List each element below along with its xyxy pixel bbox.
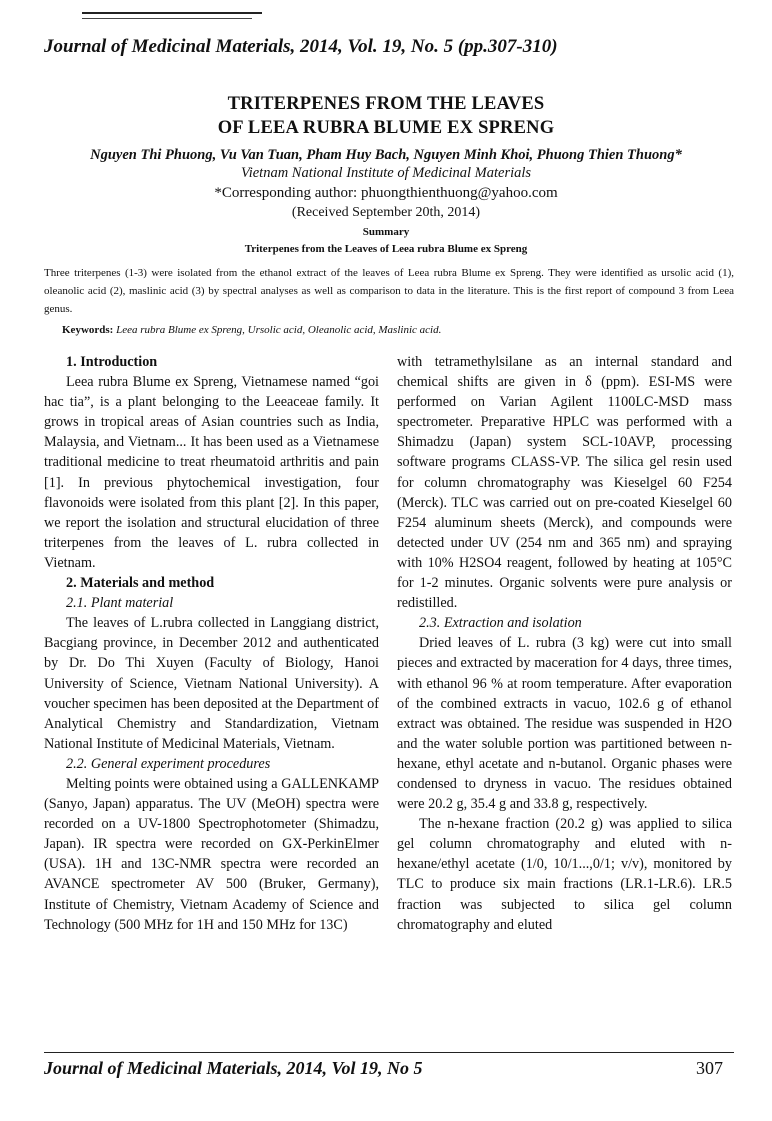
paper-title-line-2: OF LEEA RUBRA BLUME EX SPRENG (217, 118, 555, 138)
left-column (44, 352, 379, 935)
keywords (62, 324, 441, 336)
section-heading: 1. Introduction (66, 354, 158, 370)
received-date: (Received September 20th, 2014) (291, 205, 481, 220)
paragraph: with tetramethylsilane as an internal standard and chemical shifts are given in δ (ppm). ESI-MS were performed on Varian Agilent 1100LC-MSD mass spectrometer. Preparative HPLC was performed with a Shimadzu (Japan) system SCL-10AVP, processing software programs CLASS-VP. The silica gel resin used for column chromatography was Kieselgel 60 F254 (Merck). TLC was carried out on pre-coated Kieselgel 60 F254 aluminum sheets (Merck), and compounds were detected under UV (254 nm and 365 nm) and spraying with 10% H2SO4 reagent, followed by heating at 105°C for 1-2 minutes. Organic solvents were pure analysis or redistilled. (397, 354, 732, 612)
subsection-heading: 2.3. Extraction and isolation (419, 615, 582, 632)
decorative-rule (82, 12, 262, 14)
paragraph: Melting points were obtained using a GALLENKAMP (Sanyo, Japan) apparatus. The UV (MeOH) spectra were recorded on a UV-1800 Spectrophotometer (Shimadzu, Japan). IR spectra were recorded on GX-PerkinElmer (USA). 1H and 13C-NMR spectra were recorded an AVANCE spectrometer AV 500 (Bruker, Germany), Institute of Chemistry, Vietnam Academy of Science and Technology (500 MHz for 1H and 150 MHz for 13C) (44, 775, 379, 933)
subsection-heading: 2.2. General experiment procedures (66, 755, 271, 772)
journal-header: Journal of Medicinal Materials, 2014, Vol. 19, No. 5 (pp.307-310) (44, 36, 558, 57)
page-number: 307 (696, 1058, 723, 1078)
subsection-heading: 2.1. Plant material (66, 595, 174, 612)
footer-rule (44, 1052, 734, 1053)
keywords-list: Leea rubra Blume ex Spreng, Ursolic acid, Oleanolic acid, Maslinic acid. (116, 324, 442, 336)
summary-label: Summary (362, 226, 410, 238)
author-list: Nguyen Thi Phuong, Vu Van Tuan, Pham Huy Bach, Nguyen Minh Khoi, Phuong Thien Thuong* (90, 147, 682, 163)
section-heading: 2. Materials and method (66, 575, 215, 592)
paragraph: The n-hexane fraction (20.2 g) was applied to silica gel column chromatography and eluted with n-hexane/ethyl acetate (1/0, 10/1...,0/1; v/v), monitored by TLC to produce six main fractions (LR.1-LR.6). LR.5 fraction was subjected to silica gel column chromatography and eluted (397, 816, 732, 933)
abstract: Three triterpenes (1-3) were isolated from the ethanol extract of the leaves of Leea rubra Blume ex Spreng. They were identified as ursolic acid (1), oleanolic acid (2), maslinic acid (3) by spectral analyses as well as comparison to data in the literature. This is the first report of compound 3 from Leea genus. (44, 267, 734, 315)
paragraph: Dried leaves of L. rubra (3 kg) were cut into small pieces and extracted by maceration for 4 days, three times, with ethanol 96 % at room temperature. After evaporation of the combined extracts in vacuo, 102.6 g of ethanol extract was obtained. The residue was suspended in H2O and the water soluble portion was partitioned between n-hexane, ethyl acetate and n-butanol. Organic phases were condensed to dryness in vacuo. The residues obtained were 20.2 g, 35.4 g and 33.8 g, respectively. (397, 635, 732, 813)
summary-title: Triterpenes from the Leaves of Leea rubra Blume ex Spreng (244, 243, 528, 255)
decorative-rule (82, 18, 252, 19)
affiliation: Vietnam National Institute of Medicinal Materials (240, 165, 532, 181)
right-column (397, 352, 732, 935)
corresponding-author: *Corresponding author: phuongthienthuong@yahoo.com (214, 185, 558, 201)
paper-title-line-1: TRITERPENES FROM THE LEAVES (227, 94, 545, 114)
paragraph: The leaves of L.rubra collected in Langgiang district, Bacgiang province, in December 2012 and authenticated by Dr. Do Thi Xuyen (Faculty of Biology, Hanoi University of Science, Vietnam National University). A voucher specimen has been deposited at the Department of Analytical Chemistry and Standardization, Vietnam National Institute of Medicinal Materials, Vietnam. (44, 615, 379, 752)
paragraph: Leea rubra Blume ex Spreng, Vietnamese named “goi hac tia”, is a plant belonging to the Leeaceae family. It grows in tropical areas of Asian countries such as India, Malaysia, and Vietnam... It has been used as a Vietnamese traditional medicine to treat rheumatoid arthritis and pain [1]. In previous phytochemical investigation, four flavonoids were isolated from this plant [2]. In this paper, we report the isolation and structural elucidation of three triterpenes from the leaves of L. rubra collected in Vietnam. (44, 374, 379, 571)
journal-footer: Journal of Medicinal Materials, 2014, Vol 19, No 5 (44, 1058, 423, 1078)
keywords-label: Keywords: (62, 324, 114, 336)
